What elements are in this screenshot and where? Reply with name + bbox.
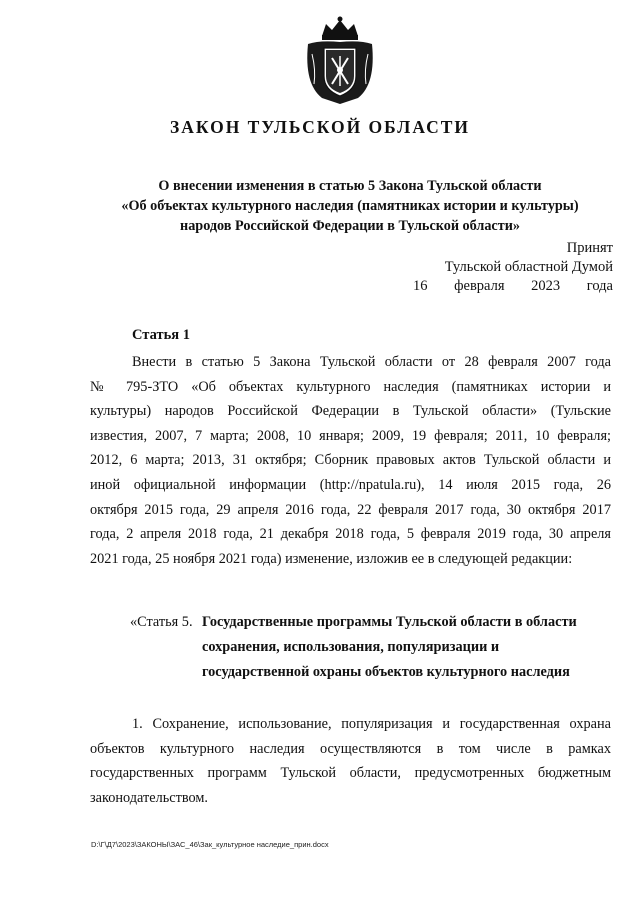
article-1-title: Статья 1 — [132, 327, 190, 343]
heading-line: «Об объектах культурного наследия (памятниках истории и культуры) — [121, 198, 579, 214]
text-line: Внести в статью 5 Закона Тульской области от 28 февраля 2007 года — [132, 354, 611, 370]
adoption-month: февраля — [454, 278, 505, 294]
paragraph-1 — [90, 712, 611, 810]
heading-line: народов Российской Федерации в Тульской области» — [180, 218, 520, 234]
text-line: № 795-ЗТО «Об объектах культурного наследия (памятниках истории и — [90, 378, 611, 395]
law-title: ЗАКОН ТУЛЬСКОЙ ОБЛАСТИ — [169, 117, 471, 137]
adoption-body: Тульской областной Думой — [444, 259, 613, 275]
text-line: 1. Сохранение, использование, популяризация и государственная охрана — [132, 716, 611, 732]
adoption-day: 16 — [413, 278, 428, 294]
text-line: законодательством. — [90, 789, 208, 806]
article-1-text — [90, 350, 611, 571]
text-line: 2012, 6 марта; 2013, 31 октября; Сборник правовых актов Тульской области и — [90, 452, 611, 469]
file-path-footer: D:\Г\Д7\2023\ЗАКОНЫ\ЗАС_46\Зак_культурное наследие_прин.docx — [91, 840, 329, 849]
adoption-date — [413, 277, 613, 296]
article-5-title-line: государственной охраны объектов культурного наследия — [202, 664, 570, 680]
adoption-year: 2023 — [531, 278, 561, 294]
law-heading — [90, 176, 610, 236]
text-line: октября 2015 года, 29 апреля 2016 года, 22 февраля 2017 года, 30 октября 2017 — [90, 501, 611, 518]
text-line: объектов культурного наследия осуществляются в том числе в рамках — [90, 740, 611, 757]
adoption-accepted: Принят — [566, 240, 613, 256]
text-line: известия, 2007, 7 марта; 2008, 10 января; 2009, 19 февраля; 2011, 10 февраля; — [90, 427, 611, 444]
adoption-block — [413, 239, 613, 296]
text-line: культуры) народов Российской Федерации в Тульской области» (Тульские — [90, 403, 611, 420]
heading-line: О внесении изменения в статью 5 Закона Тульской области — [158, 178, 542, 194]
adoption-year-word: года — [586, 278, 613, 294]
article-5-prefix: «Статья 5. — [130, 614, 193, 630]
text-line: государственных программ Тульской области, предусмотренных бюджетным — [90, 765, 611, 782]
coat-of-arms-icon — [300, 14, 380, 106]
text-line: иной официальной информации (http://npatula.ru), 14 июля 2015 года, 26 — [90, 476, 611, 493]
text-line: года, 2 апреля 2018 года, 21 декабря 2018 года, 5 февраля 2019 года, 30 апреля — [90, 526, 611, 543]
article-5-heading — [130, 610, 610, 685]
article-5-title-line: Государственные программы Тульской области в области — [202, 614, 577, 630]
article-5-title-line: сохранения, использования, популяризации и — [202, 639, 500, 655]
text-line: 2021 года, 25 ноября 2021 года) изменение, изложив ее в следующей редакции: — [90, 550, 573, 567]
